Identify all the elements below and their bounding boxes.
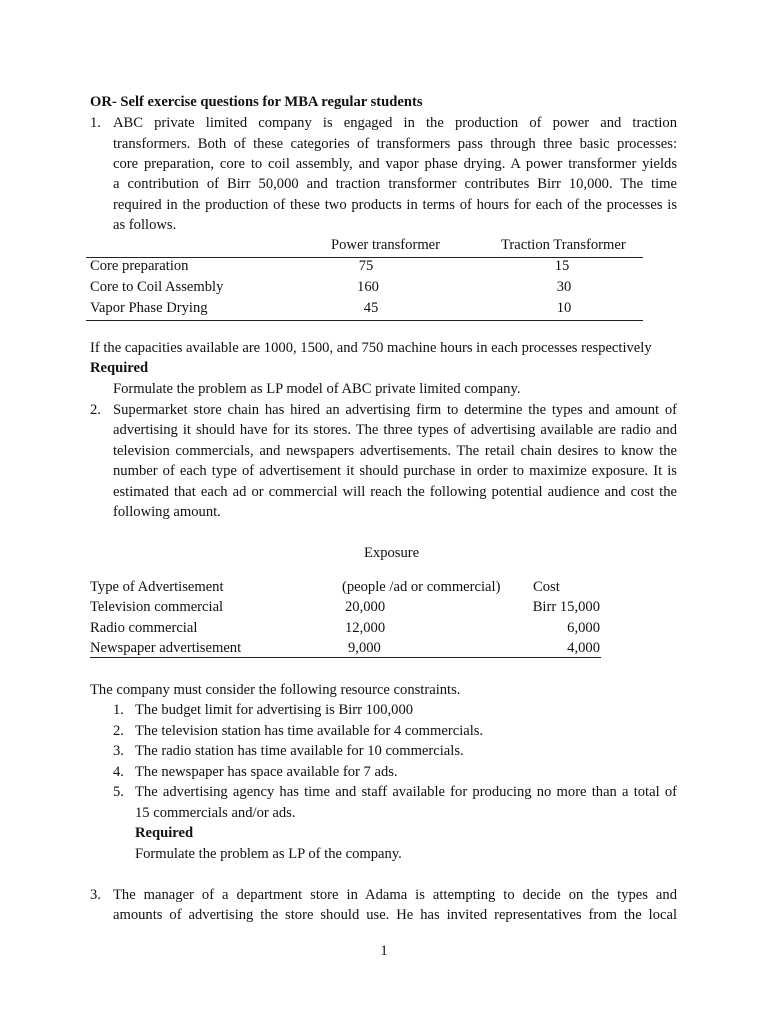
q1-line-4: a contribution of Birr 50,000 and traction transformer contributes Birr 10,000. The time bbox=[113, 176, 677, 192]
q2-row-exposure: 9,000 bbox=[348, 640, 381, 656]
q2-line-5: estimated that each ad or commercial will reach the following potential audience and cost the bbox=[113, 484, 677, 500]
q3-number: 3. bbox=[90, 887, 101, 903]
q1-row-traction: 30 bbox=[556, 279, 572, 295]
q1-table-bottom-rule bbox=[86, 320, 643, 321]
q2-row-exposure: 20,000 bbox=[345, 599, 386, 615]
page-number: 1 bbox=[380, 943, 388, 959]
list-item-text: The budget limit for advertising is Birr 100,000 bbox=[135, 702, 414, 718]
q2-col-type: Type of Advertisement bbox=[90, 579, 224, 595]
q2-row-cost: Birr 15,000 bbox=[532, 599, 600, 615]
q2-exposure-title: Exposure bbox=[364, 545, 420, 561]
q3-line-2: amounts of advertising the store should use. He has invited representatives from the local bbox=[113, 907, 677, 923]
q1-table-header-power: Power transformer bbox=[331, 237, 441, 253]
q3-line-1: The manager of a department store in Adama is attempting to decide on the types and bbox=[113, 887, 677, 903]
list-item-text: The advertising agency has time and staff available for producing no more than a total of bbox=[135, 784, 677, 800]
q1-line-5: required in the production of these two products in terms of hours for each of the processes is bbox=[113, 197, 677, 213]
list-item-text-continued: 15 commercials and/or ads. bbox=[135, 805, 296, 821]
q2-row-type: Newspaper advertisement bbox=[90, 640, 242, 656]
q1-line-2: transformers. Both of these categories of transformers pass through three basic processes: bbox=[113, 136, 677, 152]
list-item-text: The radio station has time available for 10 commercials. bbox=[135, 743, 464, 759]
q2-line-4: number of each type of advertisement it should purchase in order to maximize exposure. It is bbox=[113, 463, 677, 479]
q2-line-2: advertising it should have for its stores. The three types of advertising available are radio and bbox=[113, 422, 677, 438]
q2-row-type: Television commercial bbox=[90, 599, 224, 615]
list-item-text: The newspaper has space available for 7 ads. bbox=[135, 764, 398, 780]
list-item-text: The television station has time available for 4 commercials. bbox=[135, 723, 484, 739]
q1-row-label: Core to Coil Assembly bbox=[90, 279, 224, 295]
q1-row-label: Core preparation bbox=[90, 258, 189, 274]
q1-row-label: Vapor Phase Drying bbox=[90, 300, 208, 316]
q1-row-traction: 10 bbox=[556, 300, 572, 316]
list-item-number: 2. bbox=[113, 723, 124, 739]
list-item-number: 4. bbox=[113, 764, 124, 780]
q1-line-1: ABC private limited company is engaged in the production of power and traction bbox=[113, 115, 677, 131]
q2-required-label: Required bbox=[135, 825, 194, 841]
q2-table-bottom-rule bbox=[90, 657, 601, 658]
q1-row-power: 160 bbox=[357, 279, 379, 295]
q2-row-exposure: 12,000 bbox=[345, 620, 386, 636]
q1-number: 1. bbox=[90, 115, 101, 131]
page-heading: OR- Self exercise questions for MBA regular students bbox=[90, 94, 423, 110]
q2-row-cost: 4,000 bbox=[567, 640, 600, 656]
q2-line-3: television commercials, and newspapers advertisements. The retail chain desires to know the bbox=[113, 443, 677, 459]
q1-required-text: Formulate the problem as LP model of ABC private limited company. bbox=[113, 381, 521, 397]
q2-line-1: Supermarket store chain has hired an advertising firm to determine the types and amount of bbox=[113, 402, 677, 418]
q2-row-type: Radio commercial bbox=[90, 620, 198, 636]
q2-line-6: following amount. bbox=[113, 504, 221, 520]
list-item-number: 1. bbox=[113, 702, 124, 718]
list-item-number: 3. bbox=[113, 743, 124, 759]
q1-required-label: Required bbox=[90, 360, 149, 376]
q2-constraints-intro: The company must consider the following resource constraints. bbox=[90, 682, 461, 698]
q2-required-text: Formulate the problem as LP of the company. bbox=[135, 846, 402, 862]
q1-capacities: If the capacities available are 1000, 1500, and 750 machine hours in each processes respectively bbox=[90, 340, 652, 356]
list-item-number: 5. bbox=[113, 784, 124, 800]
q1-row-power: 75 bbox=[358, 258, 374, 274]
q2-col-exposure: (people /ad or commercial) bbox=[342, 579, 501, 595]
q1-line-6: as follows. bbox=[113, 217, 177, 233]
q1-row-traction: 15 bbox=[554, 258, 570, 274]
q2-row-cost: 6,000 bbox=[567, 620, 600, 636]
q2-number: 2. bbox=[90, 402, 101, 418]
q1-table-header-traction: Traction Transformer bbox=[501, 237, 626, 253]
q1-line-3: core preparation, core to coil assembly, and vapor phase drying. A power transformer yields bbox=[113, 156, 677, 172]
q2-col-cost: Cost bbox=[533, 579, 560, 595]
q1-row-power: 45 bbox=[363, 300, 379, 316]
